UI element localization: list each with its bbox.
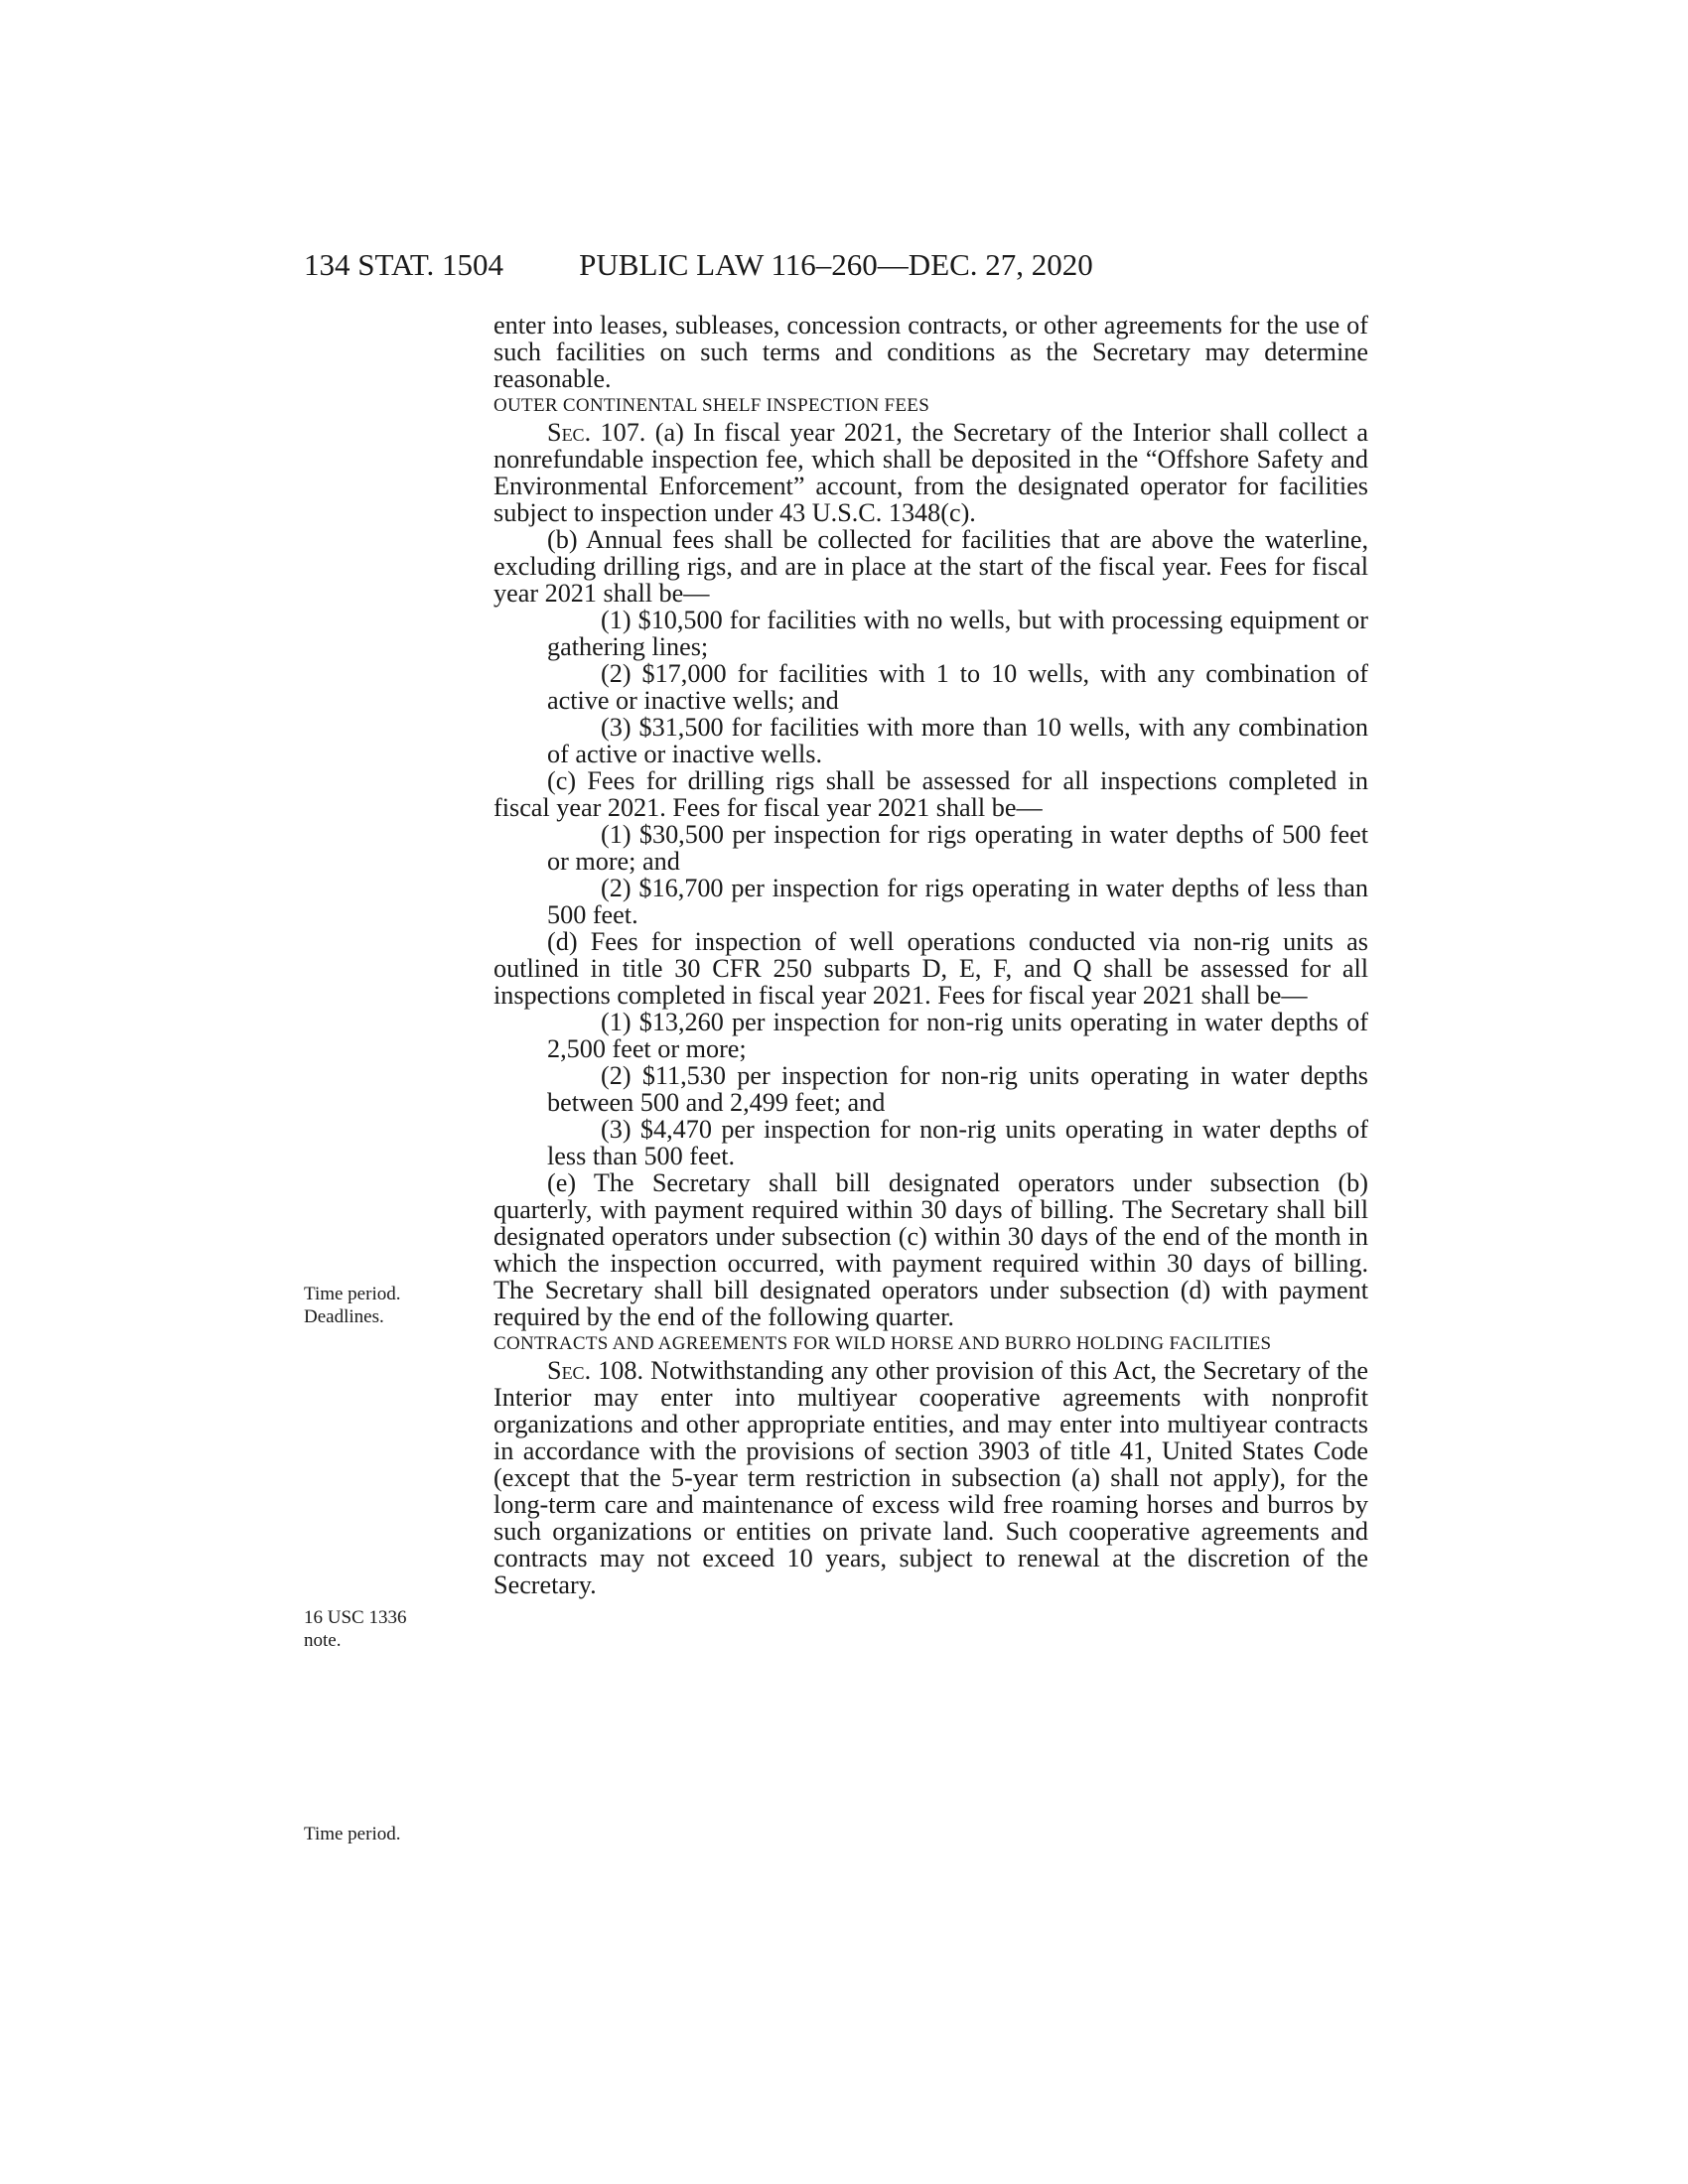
margin-note-line: note. [304, 1630, 342, 1651]
section-107-a [493, 419, 1368, 526]
section-107-d3: (3) $4,470 per inspection for non-rig units operating in water depths of less than 500 feet. [547, 1115, 1368, 1170]
margin-note-time-period-deadlines [304, 1283, 453, 1328]
section-108-heading: CONTRACTS AND AGREEMENTS FOR WILD HORSE AND BURRO HOLDING FACILITIES [493, 1333, 1272, 1354]
section-107-heading: OUTER CONTINENTAL SHELF INSPECTION FEES [493, 395, 930, 416]
section-107-b1: (1) $10,500 for facilities with no wells, but with processing equipment or gathering lines; [547, 606, 1368, 661]
section-107-d2: (2) $11,530 per inspection for non-rig units operating in water depths between 500 and 2,499 feet; and [547, 1061, 1368, 1117]
stat-page-number: 134 STAT. 1504 [304, 247, 504, 282]
margin-note-line: 16 USC 1336 [304, 1607, 407, 1628]
section-108-body: 108. Notwithstanding any other provision of this Act, the Secretary of the Interior may enter into multiyear cooperative agreements with nonprofit organizations and other appropriate entities, and may enter into multiyear contracts in accordance with the provisions of section 3903 of title 41, United States Code (except that the 5-year term restriction in subsection (a) shall not apply), for the long-term care and maintenance of excess wild free roaming horses and burros by such organizations or entities on private land. Such cooperative agreements and contracts may not exceed 10 years, subject to renewal at the discretion of the Secretary. [493, 1356, 1368, 1599]
section-107-b3: (3) $31,500 for facilities with more than 10 wells, with any combination of active or inactive wells. [547, 713, 1368, 768]
margin-note-time-period [304, 1823, 453, 1845]
section-107-c2: (2) $16,700 per inspection for rigs operating in water depths of less than 500 feet. [547, 874, 1368, 929]
section-107-c: (c) Fees for drilling rigs shall be assessed for all inspections completed in fiscal year 2021. Fees for fiscal year 2021 shall be— [493, 766, 1368, 822]
page-title: PUBLIC LAW 116–260—DEC. 27, 2020 [579, 247, 1093, 282]
section-107-b2: (2) $17,000 for facilities with 1 to 10 wells, with any combination of active or inactive wells; and [547, 659, 1368, 715]
sec-label: Sec. [547, 1356, 592, 1385]
margin-note-line: Deadlines. [304, 1306, 384, 1327]
section-107-a-text: 107. (a) In fiscal year 2021, the Secretary of the Interior shall collect a nonrefundable inspection fee, which shall be deposited in the “Offshore Safety and Environmental Enforcement” account, from the designated operator for facilities subject to inspection under 43 U.S.C. 1348(c). [493, 418, 1369, 527]
section-107-b: (b) Annual fees shall be collected for facilities that are above the waterline, excluding drilling rigs, and are in place at the start of the fiscal year. Fees for fiscal year 2021 shall be— [493, 525, 1368, 608]
intro-paragraph: enter into leases, subleases, concession contracts, or other agreements for the use of such facilities on such terms and conditions as the Secretary may determine reasonable. [493, 311, 1368, 393]
section-107-c1: (1) $30,500 per inspection for rigs operating in water depths of 500 feet or more; and [547, 820, 1368, 876]
section-107-e: (e) The Secretary shall bill designated operators under subsection (b) quarterly, with payment required within 30 days of billing. The Secretary shall bill designated operators under subsection (c) within 30 days of the end of the month in which the inspection occurred, with payment required within 30 days of billing. The Secretary shall bill designated operators under subsection (d) with payment required by the end of the following quarter. [493, 1168, 1368, 1331]
section-107-d: (d) Fees for inspection of well operations conducted via non-rig units as outlined in title 30 CFR 250 subparts D, E, F, and Q shall be assessed for all inspections completed in fiscal year 2021. Fees for fiscal year 2021 shall be— [493, 927, 1368, 1010]
margin-note-line: Time period. [304, 1824, 401, 1844]
page-header [304, 243, 1368, 287]
section-108-text [493, 1357, 1368, 1598]
margin-note-usc-citation [304, 1606, 453, 1652]
document-body [493, 312, 1368, 1598]
sec-label: Sec. [547, 418, 592, 447]
margin-note-line: Time period. [304, 1284, 401, 1304]
section-107-d1: (1) $13,260 per inspection for non-rig units operating in water depths of 2,500 feet or more; [547, 1008, 1368, 1063]
